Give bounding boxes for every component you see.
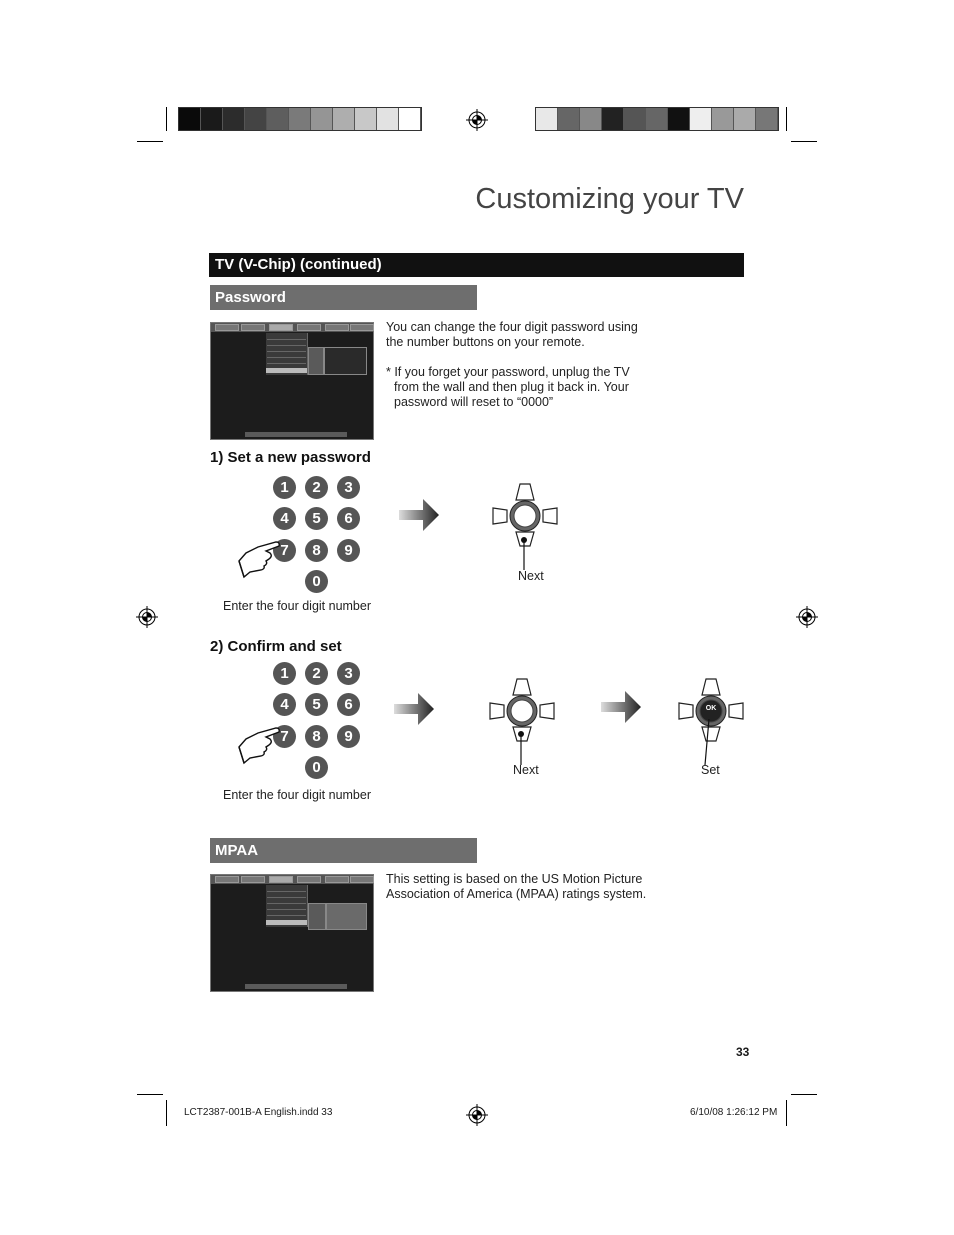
crop-mark [137,1094,163,1095]
tv-menu-screenshot-password [210,322,374,440]
password-paragraph: You can change the four digit password using the number buttons on your remote. * If you forget your password, unplug the TV from the wall and then plug it back in. Your password will reset to “0000” [386,320,638,409]
remote-dpad-icon [676,675,746,765]
pointing-hand-icon [236,717,286,765]
key-7: 7 [273,725,296,748]
right-arrow-icon [399,498,441,532]
key-1: 1 [273,476,296,499]
color-calibration-bar-right [535,107,779,131]
registration-mark-icon [466,1104,488,1126]
key-1: 1 [273,662,296,685]
key-8: 8 [305,725,328,748]
crop-mark [166,107,167,131]
step1-keypad-caption: Enter the four digit number [223,599,371,613]
step2-keypad-caption: Enter the four digit number [223,788,371,802]
key-4: 4 [273,507,296,530]
tv-menu-screenshot-mpaa [210,874,374,992]
key-6: 6 [337,507,360,530]
page-title: Customizing your TV [475,183,744,215]
key-6: 6 [337,693,360,716]
password-header: Password [210,285,477,310]
step2-next-label: Next [513,763,539,777]
registration-mark-icon [466,109,488,131]
key-3: 3 [337,662,360,685]
ok-label: OK [705,705,717,712]
keypad-step2 [236,662,366,780]
ok-button-diagram [676,675,746,765]
key-3: 3 [337,476,360,499]
remote-dpad-icon [487,675,557,765]
crop-mark [791,1094,817,1095]
key-8: 8 [305,539,328,562]
section-header: TV (V-Chip) (continued) [209,253,744,277]
mpaa-paragraph: This setting is based on the US Motion Picture Association of America (MPAA) ratings system. [386,872,647,901]
key-4: 4 [273,693,296,716]
key-5: 5 [305,693,328,716]
crop-mark [137,141,163,142]
key-5: 5 [305,507,328,530]
crop-mark [166,1100,167,1126]
step1-next-label: Next [518,569,544,583]
step2-title: 2) Confirm and set [210,638,342,655]
step2-set-label: Set [701,763,720,777]
key-0: 0 [305,570,328,593]
crop-mark [786,107,787,131]
keypad-step1 [236,476,366,594]
crop-mark [791,141,817,142]
color-calibration-bar-left [178,107,422,131]
registration-mark-icon [796,606,818,628]
remote-dpad-icon [490,480,560,570]
step1-title: 1) Set a new password [210,449,371,466]
key-2: 2 [305,476,328,499]
file-info: LCT2387-001B-A English.indd 33 [184,1107,333,1118]
key-2: 2 [305,662,328,685]
key-0: 0 [305,756,328,779]
crop-mark [786,1100,787,1126]
pointing-hand-icon [236,531,286,579]
timestamp: 6/10/08 1:26:12 PM [690,1107,778,1118]
mpaa-header: MPAA [210,838,477,863]
registration-mark-icon [136,606,158,628]
key-7: 7 [273,539,296,562]
key-9: 9 [337,725,360,748]
right-arrow-icon [394,692,436,726]
right-arrow-icon [601,690,643,724]
key-9: 9 [337,539,360,562]
page-number: 33 [736,1045,750,1059]
